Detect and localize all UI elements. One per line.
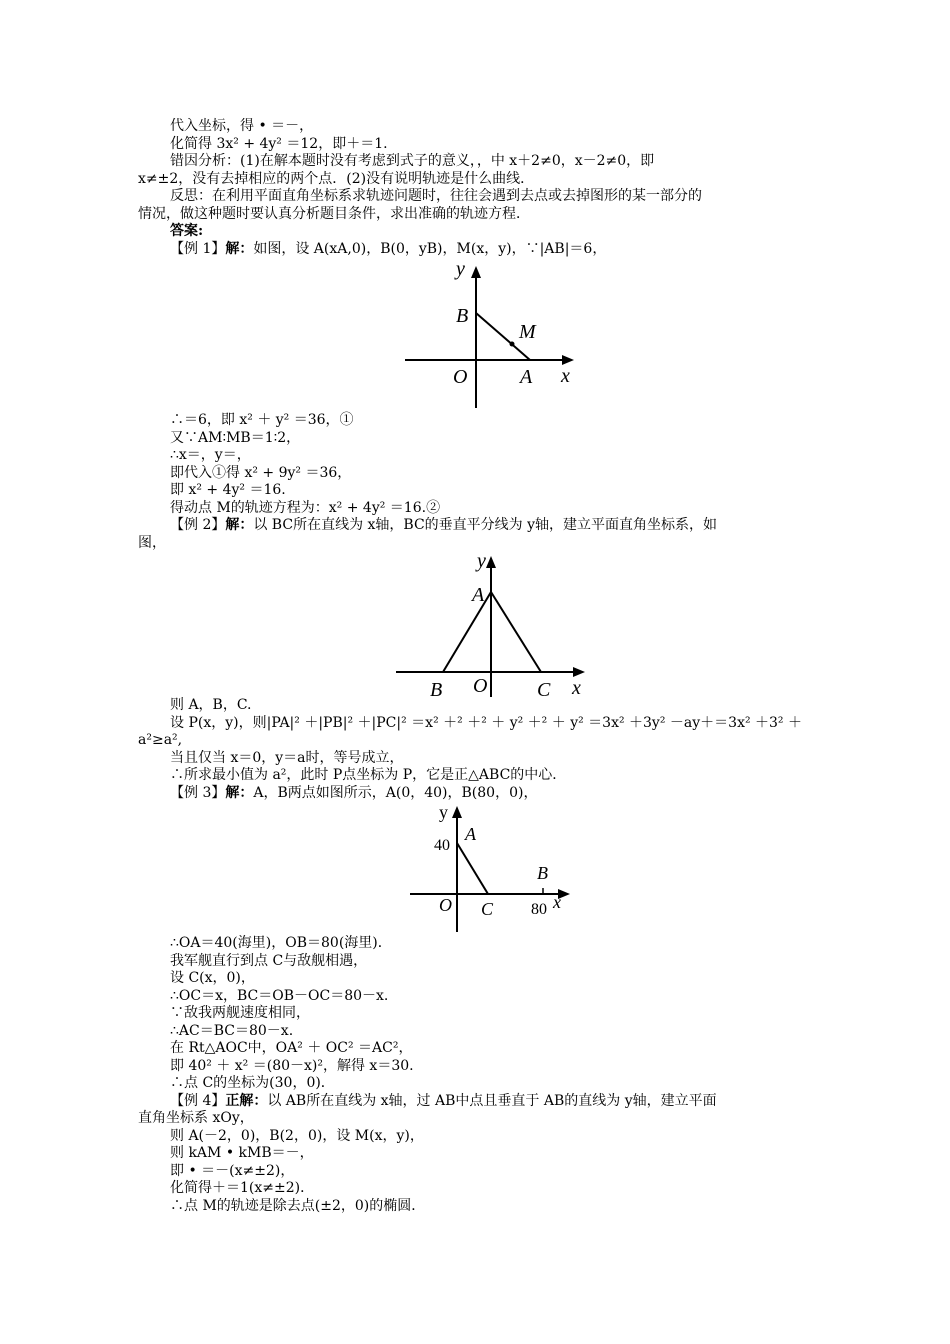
figure-3 [138,802,814,937]
a-label: A [520,366,533,388]
example-tag: 【例 2】 [170,517,226,533]
a-label: A [472,584,485,606]
figure-3-svg [138,802,814,937]
text-line: 代入坐标，得 • ＝－， [170,118,314,134]
text-line: ∴＝6，即 x² ＋ y² ＝36，① [170,412,354,428]
text-line: 反思：在利用平面直角坐标系求轨迹问题时，往往会遇到去点或去掉图形的某一部分的 [170,188,702,204]
text-line: ∴x＝，y＝， [170,447,251,463]
intro-text: A，B两点如图所示，A(0，40)，B(80，0)， [253,784,538,801]
y-label: y [439,802,448,822]
text-line: 在 Rt△AOC中，OA² ＋ OC² ＝AC²， [170,1040,413,1056]
text-line: ∴OA＝40(海里)，OB＝80(海里)． [170,935,392,951]
example-2-intro [138,517,814,535]
side-ac [491,592,541,672]
text-line: ∴AC＝BC＝80－x. [170,1022,294,1039]
text-line: 化简得 3x² + 4y² ＝12，即＋＝1. [170,135,388,152]
text-line: x≠±2，没有去掉相应的两个点．(2)没有说明轨迹是什么曲线． [138,170,535,187]
tick-label-40: 40 [434,837,450,854]
y-axis-arrow [486,556,496,568]
solution-page [138,118,814,1215]
example-tag: 【例 4】 [170,1092,226,1109]
b-label: B [456,305,469,327]
example-3-intro [138,785,814,803]
y-axis-arrow [452,806,462,818]
solution-label: 解： [225,240,254,257]
solution-label: 解： [225,517,254,533]
text-line: 即 x² + 4y² ＝16. [170,482,286,498]
text-line: 直角坐标系 xOy， [138,1110,254,1126]
intro-text: 以 BC所在直线为 x轴，BC的垂直平分线为 y轴，建立平面直角坐标系，如 [253,517,718,533]
text-line: 我军舰直行到点 C与敌舰相遇， [170,952,368,969]
example-4-intro [138,1093,814,1111]
example-tag: 【例 3】 [170,784,226,801]
m-label: M [519,321,536,343]
x-label: x [553,892,561,912]
text-line: 设 C(x，0)， [170,970,255,986]
text-line: 则 A，B，C. [170,697,252,713]
c-label: C [481,899,494,919]
o-label: O [439,895,452,915]
text-line: 错因分析：(1)在解本题时没有考虑到式子的意义，，中 x＋2≠0，x－2≠0，即 [170,153,655,169]
text-line: 即代入①得 x² + 9y² ＝36， [170,464,352,481]
figure-1 [138,258,814,408]
y-label: y [456,258,465,280]
text-line: 图， [138,534,166,551]
a-label: A [465,824,476,844]
x-label: x [561,365,570,387]
x-axis-arrow [573,667,585,677]
segment-ac [457,843,488,894]
y-axis-arrow [471,266,481,278]
text-line: 化简得＋＝1(x≠±2)． [170,1180,315,1196]
y-label: y [477,552,486,572]
figure-1-svg [138,258,814,408]
text-line: ∴点 C的坐标为(30，0)． [170,1075,335,1091]
text-line: 又∵AM∶MB＝1∶2， [170,429,301,446]
tick-label-80: 80 [531,901,547,918]
o-label: O [473,675,488,697]
b-label: B [537,863,548,883]
text-line: 即 40² ＋ x² ＝(80－x)²，解得 x＝30. [170,1057,414,1074]
figure-2 [138,552,814,697]
text-line: 当且仅当 x＝0，y＝a时，等号成立， [170,749,404,766]
solution-label: 解： [225,784,254,801]
text-line: 即 • ＝－(x≠±2)， [170,1162,295,1179]
example-tag: 【例 1】 [170,240,226,257]
figure-2-svg [138,552,814,697]
intro-text: 如图，设 A(xA,0)，B(0，yB)，M(x，y)，∵|AB|＝6， [253,240,607,257]
x-label: x [572,677,581,697]
text-line: 得动点 M的轨迹方程为：x² + 4y² ＝16.② [170,499,441,516]
x-axis-arrow [562,355,574,365]
text-line: 设 P(x，y)，则|PA|² ＋|PB|² ＋|PC|² ＝x² ＋² ＋² ＋ y² ＋² ＋ y² ＝3x² ＋3y² －ay＋＝3x² ＋3² ＋ [170,714,802,731]
point-m [510,342,515,347]
text-line: ∵敌我两舰速度相同， [170,1005,310,1021]
text-line: 则 kAM • kMB＝－， [170,1145,314,1161]
b-label: B [430,679,443,697]
text-line: ∴点 M的轨迹是除去点(±2，0)的椭圆． [170,1197,426,1214]
text-line: ∴OC＝x，BC＝OB－OC＝80－x. [170,987,389,1004]
solution-label: 正解： [225,1092,268,1109]
text-line: 则 A(－2，0)，B(2，0)，设 M(x，y)， [170,1127,424,1144]
c-label: C [537,679,551,697]
text-line: ∴所求最小值为 a²，此时 P点坐标为 P，它是正△ABC的中心． [170,767,567,783]
example-1-intro [138,241,814,259]
answer-heading: 答案: [170,223,204,239]
o-label: O [453,366,468,388]
text-line: 情况，做这种题时要认真分析题目条件，求出准确的轨迹方程． [138,205,530,222]
text-line: a²≥a², [138,732,183,748]
intro-text: 以 AB所在直线为 x轴，过 AB中点且垂直于 AB的直线为 y轴，建立平面 [267,1092,717,1109]
